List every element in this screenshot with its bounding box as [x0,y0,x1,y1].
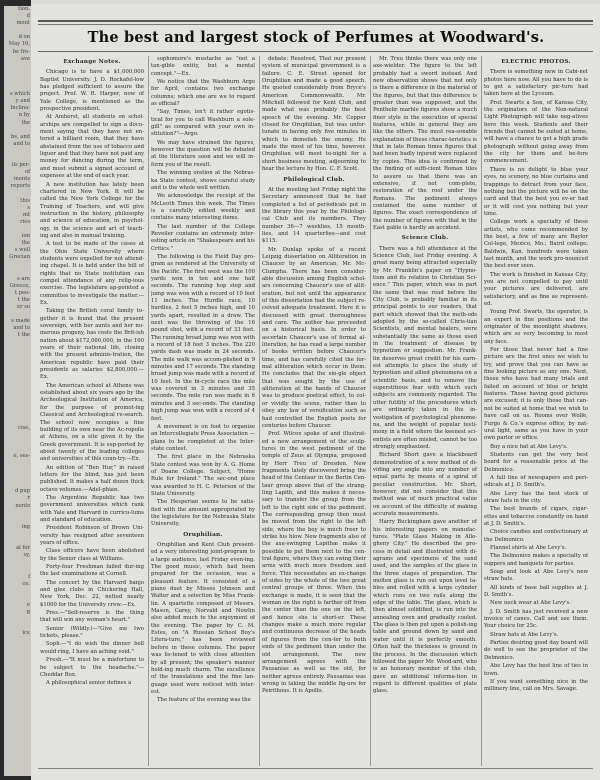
previous-page-fragment [4,311,30,318]
previous-page-fragment [4,354,30,361]
article-paragraph: Students can get the very best board for a reasonable price at the Delmonico. [484,451,588,473]
previous-page-fragment: ment [16,20,30,27]
article-paragraph: The concert by the Harvard banjo and glee clubs in Chickering Hall, New York, Dec. 22, netted nearly $1000 for the University crew.—Ex. [40,579,144,608]
previous-page-fragment [4,559,30,566]
previous-page-fragment [4,637,30,644]
previous-page-fragment [4,148,30,155]
article-paragraph: For those that never had a fine picture are the first ones we wish to try, and prove that you can have as fine looking picture as any one. Next, those who have had many trials and failed on account of blue or bright features. Those having good pictures are excused; it is only those that can-not be suited at home that we wish to have call on us. Rooms over Wolfe, Furgo & Co.'s express office, by nat-ural light, same as you have in your own parlor or office. [484,347,588,442]
article-paragraph: Pres.—"Self-reserve is the thing that will win any woman's heart." [40,610,144,624]
article-paragraph: At Amherst, all students on schol-arships are compelled to sign a docu-ment saying that they have not en-tered a billiard room, that they have abstained from the use of tobacco and liquor and that they have not paid any money for dancing during the term, and must submit a signed account of expenses at the end of each year. [40,114,144,180]
top-border-rule-thin [38,24,593,25]
previous-page-fragment: Greece, [9,282,30,289]
article-paragraph: A test to be made of the cases at the Ohio State University where students were expelled for not attend-ing chapel. It is held under the bill of rights that no State institution can compel attendance of any relig-ious exercise. The legislature ap-pointed a committee to investigate the matter.—Ex. [40,241,144,306]
previous-page-fragment: s well [14,247,30,254]
column-4 [373,56,477,766]
article-paragraph: Parties desiring good day board will do well to see the proprietor of the Delmonico. [484,640,588,661]
previous-page-fragment [4,616,30,623]
previous-page-fragment [4,155,30,162]
article-paragraph: debate: Resolved, That our present system of municipal government is a failure. C. E. Street opened for Oruphilian and made a good speech. He quoted considerably from Bryce's American Commonwealth. Mr. Mitchell followed for Kent Club, and made what was probably the best speech of the evening. Mr. Copper closed for Oruphilian, but was unfor-tunate in having only five minutes in which to demolish the enemy. He made the most of his time, however. Oruphilian will meet to-night for a short business meeting, adjourning to hear the lecture by Hon. C. F. Scott. [262,56,366,173]
previous-page-fragment: d [26,13,30,20]
article-paragraph: At the meeting last Friday night the Secretary announced that he had completed a list of periodicals put in the library this year by the Philologi-cal Club and its members. They number 36—7 weeklies, 15 month-lies, and 14 quarterlies—and cost $115. [262,186,366,245]
previous-page-fragment: nents [15,502,30,509]
previous-page-fragment [4,595,30,602]
bottom-rule [38,768,593,769]
article-paragraph: An edition of "Ben Hur," in raised letters for the blind, has just been published. It makes a half dozen thick octavo volumes.—Adel-phian. [40,464,144,493]
previous-page-fragment: t peo- [14,289,30,296]
previous-page-fragment: of [24,169,30,176]
article-paragraph: President Robinson of Brown Uni-versity has resigned after seventeen years of office. [40,525,144,546]
previous-page-fragment [4,389,30,396]
article-paragraph: A philosophical senior defines a [46,680,132,687]
previous-page-fragment [4,588,30,595]
previous-page-fragment [4,481,30,488]
column-divider [259,56,260,766]
article-paragraph: Richard Short gave a blackboard demonstration of a new method of di-viding any angle into any number of equal parts by means of a spiral of peculiar construction. Mr. Short, however, did not consider that this method was of much practical value on account of the difficulty of making accurate measurements. [373,452,477,517]
article-paragraph: Forty-four Freshman failed dur-ing the last examinations at Cornell. [40,564,144,578]
previous-page-fragment [4,439,30,446]
column-divider [370,56,371,766]
column-divider [148,56,149,766]
previous-page-fragment [4,652,30,659]
previous-page-fragment: e, ses- [13,452,30,459]
article-paragraph: Abe Levy has the best line of ties in town. [484,663,588,677]
article-paragraph: Mr. Dunlap spoke of a recent Leipzig dissertation on Alliteration in Chaucer by an American, Mr. Mc-Clumpha. There has been consider-able discussion among English schol-ars concerning Chaucer's use of allit-eration, but not until the appearance of this dissertation had the subject re-ceived adequate treatment. Here it is discussed with great thoroughness and care. The author has proceeded on a historical basis. In order to ascertain Chaucer's use of formal al-literation, he has read a large number of books written before Chaucer's time, and has carefully cited the for-mal alliteration which occur in them. He concludes that the sin-gle object that was sought by the use of alliteration at the hands of Chaucer was to produce poetical effect, to col-or vividly the scene, rather than to obey any law of versification such as had controlled the English poets for centuries before Chaucer. [262,246,366,429]
article-paragraph: The feature of the evening was the [157,697,251,704]
column-5 [484,56,588,766]
previous-page-fragment: t the [17,332,30,339]
article-paragraph: Class officers have been abolished by the Senior class at Williams. [40,548,144,562]
previous-page-fragment: mt [22,211,30,218]
previous-page-fragment [4,368,30,375]
article-paragraph: The American school at Athens was established about six years ago by the Archeological Institution of America, for the purpose of promot-ing Classical and Archeological re-search. The school now occupies a fine building of its own near the Ac-ropolis at Athens, on a site given it by the Greek government. It is sup-ported by about twenty of the leading colleges and universities of this coun-try.—Ex. [40,382,144,463]
article-paragraph: There is no delight to blue your eyes, no scenery, no blue curtains and trappings to detract from your face, nothing but the picture will be on the card and that the best you ev-er had or it will cost you nothing but your time. [484,166,588,217]
previous-page-fragment: sy, [23,552,30,559]
article-paragraph: The winning oration at the Nebras-ka State contest, shows careful study and is the whole well written. [151,170,255,191]
section-heading: Science Club. [401,235,449,242]
previous-page-fragment [4,396,30,403]
page-headline: The best and largest stock of Perfumes at Woodward's. [87,29,545,46]
previous-page-fragment [4,347,30,354]
previous-page-fragment: er so [17,303,30,310]
article-paragraph: J. D. Smith has just received a new invoice of canes. Call and see them. Your choice for 25c. [484,608,588,630]
article-paragraph: Prof. Swarts a Son, of Kansas City, the originators of the Non-natural Light Photograph will take neg-atives here this week. Students and their friends that cannot be suited at home, will have a chance to get a high grade photograph without going away from the city for them and be-fore commencement. [484,99,588,165]
previous-page-fragment: f [28,573,30,580]
article-paragraph: The Argentine Republic has two government universities which rank with Yale and Harvard in curricu-lums and standard of education. [40,494,144,523]
article-paragraph: The work is finished in Kansas City; you are not compelled to pay until your pictures are delivered, are satisfactory, and as fine as represent-ed. [484,271,588,307]
previous-page-fragment [4,77,30,84]
previous-page-fragment: this [20,197,30,204]
previous-page-fragment [4,410,30,417]
article-paragraph: All kinds of base ball supplies at J. D. Smith's. [484,584,588,599]
article-paragraph: Young Prof. Swarts, the operator, is an expert in fine positions and the originator of the moonlight shadows, which are so very becoming to most any face. [484,309,588,345]
article-paragraph: Chicago is to have a $1,000,000 Baptist University. J. D. Rockafel-low has pledged sufficient to assure the project. Prof. W. R. Harper, now of Yale College, is mentioned as the prospective president. [40,69,144,113]
article-paragraph: Abe Levy has the best stock of straw hats in the city. [484,490,588,504]
previous-page-fragment: ries [20,218,30,225]
previous-page-fragment: ion [21,233,30,239]
previous-page-fragment: be fre- [12,48,30,55]
previous-page-fragment [4,446,30,453]
previous-page-fragment: s are [17,275,30,282]
article-paragraph: Mr. Treu thinks there was only one axe-wielder. The figure to the left probably had a sword instead. And new observation shows that not only is there a difference in the material of the figures, but that this difference is greater than was supposed, and the Penthelic marble figures show a much finer style in the execution of special features, while in general they are like the others. The most rea-sonable explanation of these charac-teristics is that in late Roman times figures that had been badly injured were replaced by copies. This idea is confirmed by the finding of suffi-cient Roman tiles to assure us that there was an extensive, if not com-plete, restoration of the roof under the Romans. The pediment always contained the same number of figures. The exact correspondence of the number of figures with that in the East gable is hardly an accident. [373,56,477,231]
previous-page-fragment [4,566,30,573]
previous-page-fragment: bs, and [10,133,30,140]
article-paragraph: Fresh.—"It must be a misfortune to be subject to the headache."—Cheddar Box. [40,657,144,678]
previous-page-fragment: cise, [18,424,30,431]
article-paragraph: The best brands of cigars, cigar-ettes and tobaccos constantly on hand at J. D. Smith's. [484,506,588,527]
article-paragraph: sophomore's mustache as "not a tan-gible entity, but a mental concept."—Ex. [151,56,255,77]
section-heading: ELECTRIC PHOTOS. [501,59,571,65]
previous-page-fragment: s made [11,318,30,325]
previous-page-fragment: ce. [22,580,30,587]
article-paragraph: There was a full attendance at the Science Club, last Friday evening. A great many being attracted especially by Mr. Franklin's paper on "Hypno-tism and its relation to Christian Sci-ence." This paper, which was in part the same that was read before the City Club, is probably familiar in its principal points to our readers, that part which showed that the meth-ods adopted by the so-called Chris-tian Scientists, and mental healers, were substantially the same as those used in the treatment of disease by hypnotism or suggestion. Mr. Frank-lin deserves great credit for his earn-est attempts to place the study of hypnotism and allied phenomena on a scientific basis, and to remove the superstitious fear with which such subjects are commonly regarded. The utter futility of the procedures which are ordinarily taken in the in-vestigation of psychological phenome-na, and the weight of popular testi-mony in a field where the keenest sci-entists are often misled, cannot be too strongly emphasized. [373,245,477,450]
previous-page-fragment: May 10, [8,41,30,48]
column-2 [151,56,255,766]
previous-page-fragment [4,510,30,517]
previous-page-edge [0,0,31,780]
previous-page-fragment [4,127,30,134]
section-heading: Philological Club. [283,176,345,183]
previous-page-paper [4,6,31,776]
previous-page-fragment: ments [13,176,30,183]
previous-page-fragment [4,190,30,197]
article-paragraph: Harry Buckingham gave another of his interesting papers on manufac-tures. "Plate Glass Making in Alle-gheny City." He described the pro-cess in detail and illustrated with di-agrams and specimens of the sand used, and the samples of the glass in the three stages of preparation. The molten glass is run out upon level ta-bles and rolled with a large cylinder which runs on two rails along the edge of the table. The glass, which is then almost solidified, is run into the annealing oven and gradually cooled. The glass is then put upon a polish-ing table and ground down by sand and water until it is perfectly smooth. Often half the thickness is ground in the process. In the discussion which followed the paper Mr. Wood-ard, who is an honorary member of the club, gave an additional informa-tion in regard to different qualities of plate glass. [373,519,477,695]
previous-page-fragment [4,339,30,346]
previous-page-fragment [4,375,30,382]
article-paragraph: We notice that the Washburn Argo for April, contains two exchange columns; which one are we to regard as official? [151,79,255,108]
article-paragraph: Buy a nice hat at Abe Levy's. [490,443,568,450]
previous-page-fragment [4,63,30,70]
article-paragraph: New neck wear at Abe Levy's. [490,600,571,607]
previous-page-fragment [4,474,30,481]
article-paragraph: A full line of newspapers and peri-odicals at J. D. Smith's. [484,474,588,489]
article-paragraph: Prof. Wilcox spoke of and illustrat-ed a new arrangement of the sculp-tures in the west pediment of the temple of Zeus at Olympia, proposed by Herr Treu of Dresden. New fragments lately discovered bring the head of the Centaur in the Berlin Cen-taur group above that of the strang-ling Lapith, and this makes it neces-sary to transfer the group from the left to the right side of the pediment. The corresponding group then must be moved from the right to the left side, where the boy is much freer to strike his blow. New fragments also of the axe-swinging Lapithæ make it possible to put them next to the cen-tral figure, where they can swing their arms with much more freedom and force. This necessitates an ex-change of sides by the whole of the two great central groups of three. When this exchange is made, it is seen that the woman on the right is farther off from the center than the one on the left, and hence she is short-er. These changes make a much more regular and continuous decrease of the heads of figures from the cen-ter to both ends of the pediment than under the old arrangement. The new arrangement agrees with the Pausanias as well as the old, for neither agrees entirely. Pausanias was wrong in taking the middle fig-ure for Peirithous. It is Apollo. [262,431,366,695]
previous-page-fragment: ing [21,523,30,530]
previous-page-fragment [4,623,30,630]
previous-page-fragment [4,531,30,538]
previous-page-fragment: ils per- [11,162,30,169]
article-paragraph: The Delmonico makes a specialty of suppers and banquets for parties. [484,553,588,567]
previous-page-fragment: al for [16,545,30,552]
article-paragraph: The following is the Field Day pro-gram as rendered at the University of the Pacific. The first west was the 100 yards won in ten and one half seconds. The running hop step and jump was won with a record of 10 feet 11 inches. The Hurdle race, 10 hurdles, 2 feet 5 inches high, and 10 yards apart, resulted in a draw. The next was the throwing of the 16 pound shot, with a record of 33 feet. The running broad jump was won with a record of 18 feet 3 inches. The 220 yards dash was made in 24 seconds. The mile walk was accom-plished in 9 minutes and 17 seconds. The standing broad jump was made with a record of 10 feet. In the bi-cycle race the mile was covered in 3 minutes and 35 seconds. The mile run was made in 6 minutes and 3 sec-onds. The standing high jump was won with a record of 4 feet. [151,253,255,422]
previous-page-fragment [4,268,30,275]
column-divider [481,56,482,766]
previous-page-fragment: the [21,119,30,126]
previous-page-fragment [4,460,30,467]
article-paragraph: College work a specialty of these artists, who come recommended by the best, a few of many are Baylor Col-lege, Mexico, Mo.; Baird college; Baldwin, Kan. hundreds were taken last month, and the work pro-nounced the best ever seen. [484,219,588,270]
article-paragraph: Flannel shirts at Abe Levy's. [490,545,567,551]
previous-page-fragment: s which [10,91,30,98]
article-paragraph: We may have strained the figures, however the question will be debated at the literature soon and we will in-form you of the result. [151,139,255,168]
article-paragraph: Oruphilian and Kent Club present-ed a very interesting joint-program to a large audience, last Friday even-ing. The good music, which had been prepared for the occasion, was a pleasant feature. It consisted of a piano duet by Misses Johnson and Walter and a selection by Miss Frank-lin. A quartette composed of Messrs. Mason, Carey, Norvald and Nowlin also added much to the enjoyment of the evening. The paper by C. M. Estes, on "A Russian School Boy's Litera-ture," has been reviewed before in these columns. The paper was lis-tened to with close attention by all present; the speaker's manner hold-ing much charm. The excellence of the translations and the fine lan-guage used were noticed with inter-est. [151,542,255,695]
previous-page-fragment [4,517,30,524]
article-paragraph: We acknowledge the receipt of the McLeoth Times this week. The Times is a carefully edited weekly and contains many interesting items. [151,193,255,222]
previous-page-fragment [4,27,30,34]
previous-page-fragment [4,644,30,651]
section-heading: Exchange Notes. [63,59,121,65]
previous-page-fragment [4,70,30,77]
previous-page-fragment [4,432,30,439]
article-paragraph: Soap and look at Abe Levy's new straw hats. [484,569,588,583]
article-paragraph: The Hesperian seems to be satis-fied with the amount appropriated by the legislature for the Nebraska State University. [151,499,255,528]
column-1 [40,56,144,766]
previous-page-fragment: Grecian [9,254,30,261]
previous-page-fragment [4,417,30,424]
previous-page-fragment: d pup [15,488,30,495]
previous-page-fragment: and to [13,325,30,332]
top-border-rule [38,20,593,22]
previous-page-fragment [4,467,30,474]
previous-page-fragment: ice [22,630,30,637]
previous-page-fragment: s [27,204,30,211]
article-paragraph: Senior (Wildly.)—"Give me two tickets, please." [40,625,144,640]
previous-page-fragment: e [26,601,30,608]
article-paragraph: The last number of the College Reveiler contains an extremely inter-esting article on "Shakespeare and his Critics." [151,223,255,252]
article-paragraph: A movement is on foot to organize an Intercollegiate Press Association —plans to be completed at the Inter-state contest. [151,423,255,452]
column-3 [262,56,366,766]
previous-page-fragment: t the [17,296,30,303]
previous-page-text-fragments [4,6,31,659]
previous-page-fragment [4,226,30,233]
previous-page-fragment: n by [18,112,30,119]
article-paragraph: A new institution has lately been chartered in New York. It will be called the New York College for the Training of Teachers, and will give instruction in the history, philosophy and science of education, in psychol-ogy, in the science and art of teach-ing and also in manual training. [40,181,144,239]
previous-page-fragment: reports [10,183,30,190]
previous-page-fragment: Inclina- [10,105,30,112]
previous-page-fragment: ave [20,55,30,62]
previous-page-fragment [4,84,30,91]
previous-page-fragment [4,261,30,268]
previous-page-fragment: y and [15,98,30,105]
article-paragraph: There is something new in Cabi-net photos here now. All you have to do is to get a satisfactory pic-ture had taken here at the Lyceum. [484,69,588,98]
article-paragraph: The first place in the Nebraska State contest was won by A. G. Home of Doane College. Subject, "Home Rule for Ireland." The sec-ond place was awarded to H. C. Peterson of the State University. [151,454,255,497]
section-heading: Oruphilian. [183,531,223,538]
article-paragraph: Straw hats at Abe Levy's. [490,631,559,638]
article-paragraph: If you want something nice in the millinery line, call on Mrs. Savage. [484,678,588,693]
previous-page-fragment [4,382,30,389]
previous-page-fragment: d on [18,34,30,41]
article-paragraph: Taking the British coral family to-gether it is found that the present sovereign, with her aunts and her nu-merous progeny, has costs the Brit-ish nation about $172,000,000, in the 100 years of their national life, closing with the present adminis-tration, the American republic have paid their presidents as salaries $2,800,000.—Ex. [40,308,144,381]
previous-page-fragment [4,361,30,368]
article-paragraph: "Say, Times, isn't it rather egotis-tical for you to call Washburn a sole-gill" as compared with your own in-stitution?"—Argo. [151,109,255,138]
headline-rule [38,51,593,52]
article-paragraph: Soph.—"I do wish the dinner bell would ring, I have an aching void." [40,641,144,655]
previous-page-fragment: and to [13,140,30,147]
article-paragraph: Choice candies and confectionary at the Delmonico. [484,529,588,543]
previous-page-fragment: the [21,240,30,247]
previous-page-fragment: g [26,608,30,615]
previous-page-fragment [4,403,30,410]
previous-page-fragment: r [27,495,30,502]
previous-page-fragment [4,538,30,545]
previous-page-fragment: tion. [18,6,30,12]
